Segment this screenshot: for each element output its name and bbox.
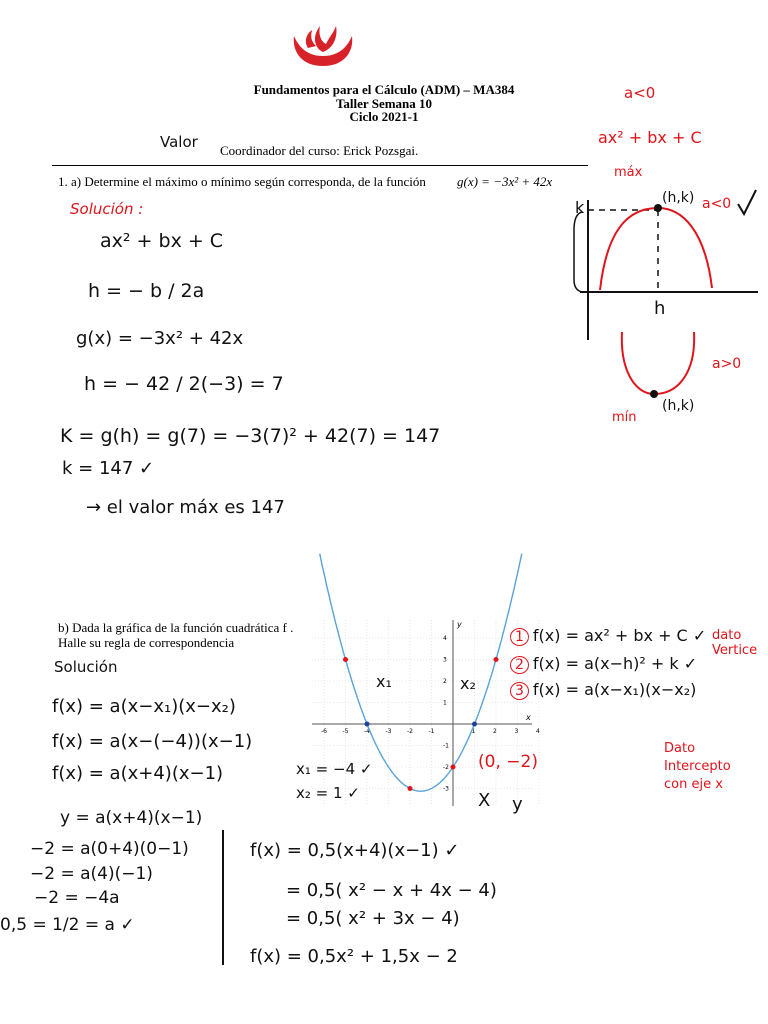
header-rule (52, 165, 588, 166)
vertex-label: (h,k) (662, 190, 695, 206)
sol-a-line-3: g(x) = −3x² + 42x (76, 328, 244, 349)
solucion-a: Solución : (70, 200, 144, 218)
note-dato-vertice: dato Vertice (712, 628, 758, 658)
form-2 (510, 654, 697, 674)
sol-a-line-7: → el valor máx es 147 (86, 497, 285, 518)
sketch-check (738, 190, 756, 214)
form-1 (510, 626, 706, 646)
sol-b-left-3: f(x) = a(x+4)(x−1) (52, 763, 224, 784)
axis-x-note: X (478, 790, 491, 811)
form-1-number: 1 (510, 628, 529, 646)
vertex-sketch (560, 180, 760, 430)
y-tick-label: -3 (443, 785, 449, 793)
sketch-vertex-min (650, 390, 658, 398)
x-tick-label: 3 (514, 728, 519, 735)
x-tick-label: -2 (407, 728, 413, 735)
sol-b-left-7: −2 = −4a (34, 888, 120, 908)
sketch-vertex-max (654, 204, 662, 212)
sol-a-line-5: K = g(h) = g(7) = −3(7)² + 42(7) = 147 (60, 425, 441, 447)
sol-b-right-1: f(x) = 0,5(x+4)(x−1) ✓ (250, 840, 460, 861)
axis-y-note: y (512, 794, 523, 815)
sol-b-right-3: = 0,5( x² + 3x − 4) (286, 908, 460, 929)
vertical-divider (222, 830, 224, 965)
graph-grid (312, 620, 539, 806)
form-2-text: f(x) = a(x−h)² + k ✓ (532, 654, 698, 673)
sol-b-right-2: = 0,5( x² − x + 4x − 4) (286, 880, 497, 901)
general-form: ax² + bx + C (598, 128, 702, 147)
sol-a-line-2: h = − b / 2a (88, 280, 205, 302)
graph-point (408, 786, 413, 791)
root-1: x₁ = −4 ✓ (296, 760, 373, 778)
sketch-k-brace (574, 212, 582, 292)
sketch-parabola-up (622, 332, 694, 394)
graph-y-axis-label: y (457, 620, 462, 629)
graph-point (343, 657, 348, 662)
x-tick-label: -3 (385, 728, 392, 735)
label-x2: x₂ (460, 674, 476, 693)
min-label: mín (612, 410, 637, 425)
x-tick-label: 2 (493, 728, 497, 735)
sol-b-left-4: y = a(x+4)(x−1) (60, 808, 203, 828)
x-tick-label: -4 (364, 728, 370, 735)
sketch-parabola-down (600, 208, 712, 290)
sol-a-line-1: ax² + bx + C (100, 230, 224, 252)
h-label: h (654, 298, 666, 319)
sol-b-left-2: f(x) = a(x−(−4))(x−1) (52, 731, 253, 752)
note-dato-intercepto: Dato Intercepto con eje x (664, 741, 731, 792)
y-tick-label: 1 (443, 699, 447, 707)
cond-a-pos: a>0 (712, 356, 742, 372)
vertex-label-2: (h,k) (662, 398, 695, 414)
max-label: máx (614, 165, 643, 180)
x-tick-label: 1 (471, 728, 476, 735)
note-valor: Valor (160, 133, 198, 151)
cycle: Ciclo 2021-1 (349, 109, 419, 124)
graph-point (494, 657, 499, 662)
question-a-function: g(x) = −3x² + 42x (457, 174, 553, 189)
parabola-graph (308, 616, 540, 808)
y-tick-label: 4 (443, 635, 447, 642)
y-tick-label: -2 (443, 764, 449, 771)
form-3-text: f(x) = a(x−x₁)(x−x₂) (532, 680, 697, 699)
y-tick-label: 3 (443, 656, 447, 664)
x-tick-label: -5 (342, 728, 349, 735)
sol-b-left-1: f(x) = a(x−x₁)(x−x₂) (52, 696, 236, 717)
course-title: Fundamentos para el Cálculo (ADM) – MA384 (253, 82, 515, 97)
form-3 (510, 680, 696, 700)
sol-b-left-6: −2 = a(4)(−1) (30, 864, 153, 884)
root-2: x₂ = 1 ✓ (296, 784, 360, 802)
graph-x-ticks (321, 728, 540, 735)
k-label: k (575, 198, 585, 217)
graph-y-ticks (443, 635, 449, 793)
cond-a-neg: a<0 (624, 84, 656, 102)
university-logo (290, 22, 356, 66)
form-3-number: 3 (510, 682, 529, 700)
label-x1: x₁ (376, 672, 392, 691)
cond-a-neg-2: a<0 (702, 196, 732, 212)
sol-b-right-4: f(x) = 0,5x² + 1,5x − 2 (250, 946, 458, 967)
sol-b-left-5: −2 = a(0+4)(0−1) (30, 839, 189, 859)
graph-x-axis-label: x (526, 713, 531, 722)
y-tick-label: 2 (443, 678, 447, 685)
point-label: (0, −2) (478, 752, 538, 772)
solucion-b: Solución (54, 658, 118, 676)
form-1-text: f(x) = ax² + bx + C ✓ (532, 626, 707, 645)
question-b-line-2: Halle su regla de correspondencia (58, 635, 235, 650)
workshop-week: Taller Semana 10 (335, 96, 433, 111)
graph-point (472, 722, 477, 727)
x-tick-label: -6 (321, 728, 327, 735)
sol-b-left-8: 0,5 = 1/2 = a ✓ (0, 915, 135, 935)
sol-a-line-6: k = 147 ✓ (62, 458, 155, 479)
graph-point (451, 765, 456, 770)
x-tick-label: 4 (536, 728, 540, 735)
question-b-line-1: b) Dada la gráfica de la función cuadrática f . (58, 620, 294, 635)
graph-point (365, 722, 370, 727)
question-a: 1. a) Determine el máximo o mínimo según corresponda, de la función (58, 174, 426, 189)
sol-a-line-4: h = − 42 / 2(−3) = 7 (84, 373, 284, 395)
coordinator: Coordinador del curso: Erick Pozsgai. (220, 143, 419, 158)
form-2-number: 2 (510, 656, 529, 674)
y-tick-label: -1 (443, 742, 449, 750)
x-tick-label: -1 (428, 728, 435, 735)
